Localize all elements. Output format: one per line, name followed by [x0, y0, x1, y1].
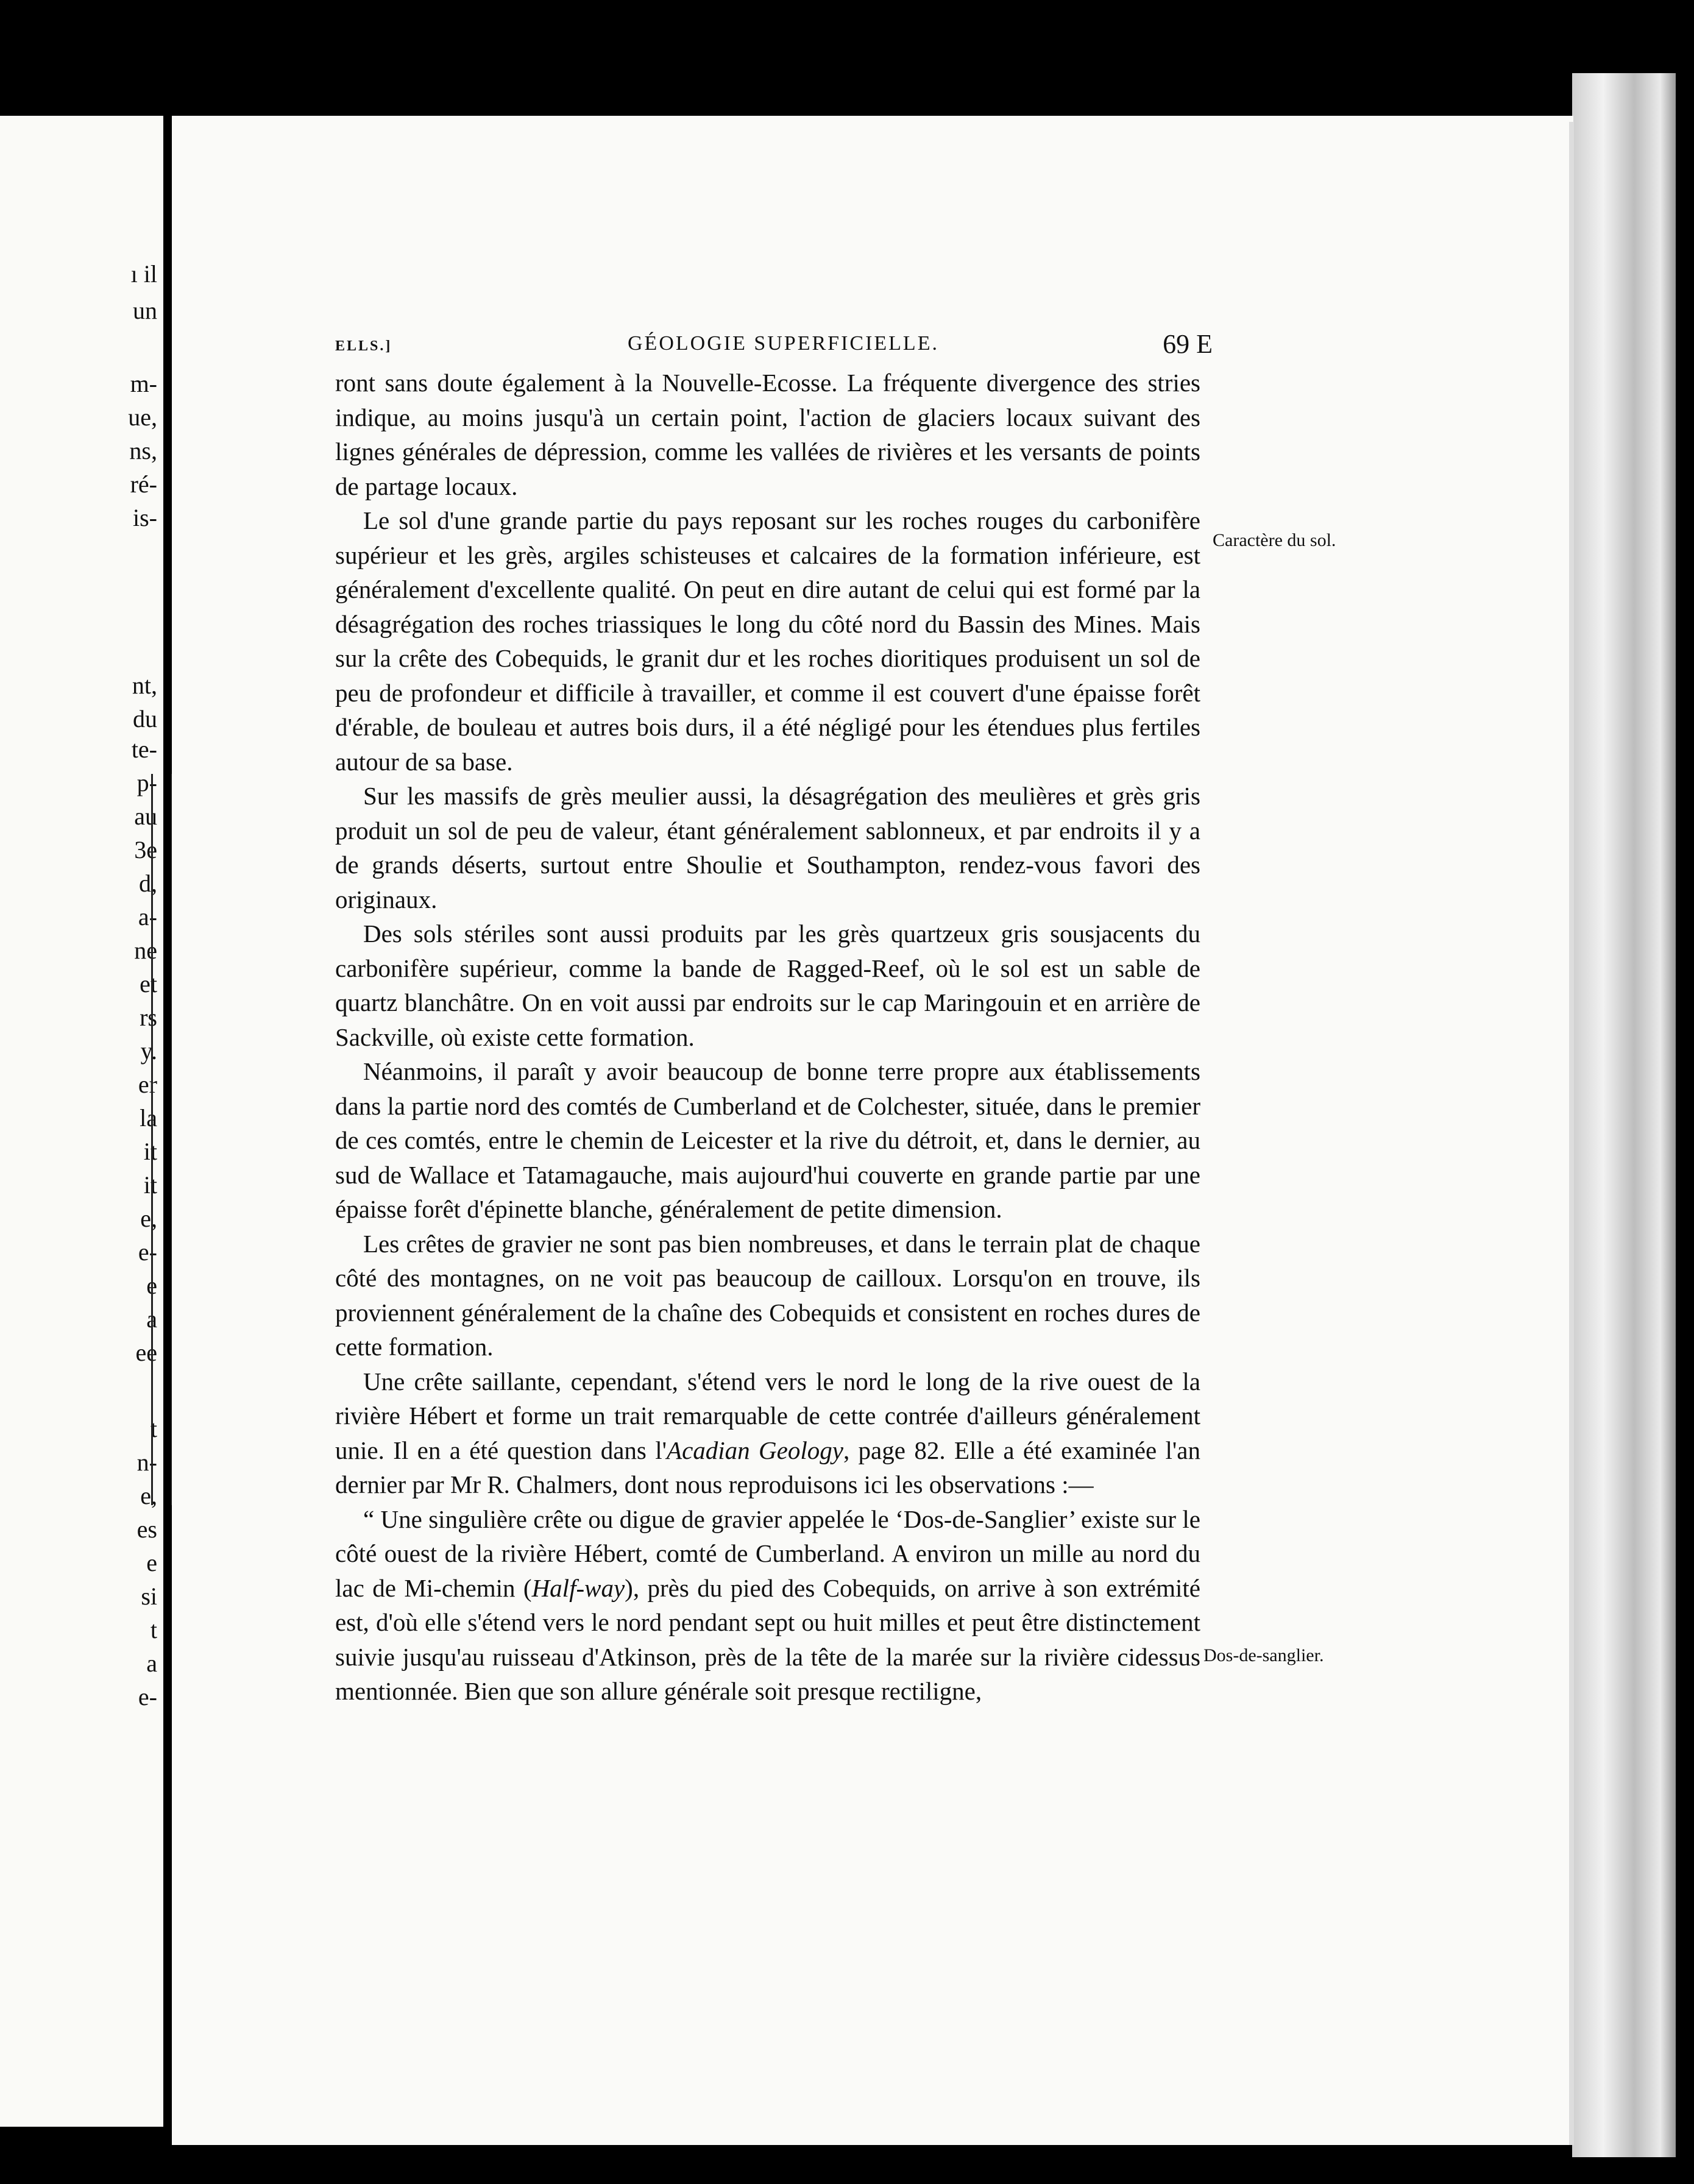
left-page-fragment: e [146, 1272, 157, 1299]
left-page-fragment: es [136, 1516, 157, 1543]
left-page-fragment: ee [135, 1339, 157, 1366]
paragraph-8-end: ), près du pied des Cobequids, on arrive à son extrémité est, d'où elle s'étend vers le nord pendant sept ou huit milles et peut être distinctement suivie jusqu'au ruisseau d'Atkinson, près de la tête de la marée sur la rivière cidessus mentionnée. Bien que son allure générale soit presque rectiligne, [335, 1573, 1200, 1705]
left-page-fragment: et [140, 970, 157, 998]
left-page-fragment: y. [140, 1037, 157, 1065]
page-stack-edge [1572, 73, 1676, 2157]
left-page-fragment: it [143, 1138, 157, 1165]
left-page-fragment: m- [130, 370, 157, 397]
left-page [0, 116, 163, 2127]
left-page-fragment: 3e [134, 836, 157, 863]
paragraph-8 [335, 1502, 1200, 1709]
left-page-fragment: ne [134, 937, 157, 964]
left-page-fragment: p- [136, 769, 157, 796]
left-page-fragment: rs [140, 1004, 157, 1031]
margin-note-soil: Caractère du sol. [1213, 530, 1336, 550]
left-page-fragment: e- [138, 1683, 157, 1711]
paragraph-2: Le sol d'une grande partie du pays reposant sur les roches rouges du carbonifère supérieur et les grès, argiles schisteuses et calcaires de la formation inférieure, est généralement d'excellente qualité. On peut en dire autant de celui qui est formé par la désagrégation des roches triassiques le long du côté nord du Bassin des Mines. Mais sur la crête des Cobequids, le granit dur et les roches dioritiques produisent un sol de peu de profondeur et difficile à travailler, et comme il est couvert d'une épaisse forêt d'érable, de bouleau et autres bois durs, il a été négligé pour les étendues plus fertiles autour de sa base. [335, 506, 1200, 776]
page-number: 69 E [1163, 329, 1213, 359]
left-page-fragment: a [146, 1305, 157, 1333]
left-page-fragment: e [146, 1549, 157, 1576]
paragraph-7-end: , page 82. Elle a été examinée l'an dernier par Mr R. Chalmers, dont nous reproduisons ici les observations :— [335, 1436, 1200, 1498]
left-page-fragment: is- [133, 504, 157, 531]
left-page-fragment: t [150, 1616, 157, 1643]
left-page-fragment: si [141, 1583, 157, 1610]
left-page-fragment: t [150, 1415, 157, 1442]
left-page-fragment: nt, [132, 672, 157, 699]
header-title: GÉOLOGIE SUPERFICIELLE. [628, 332, 939, 355]
left-page-fragment: a [146, 1650, 157, 1677]
left-page-fragment: du [133, 705, 157, 732]
running-header [335, 329, 1213, 363]
left-page-fragment: it [143, 1171, 157, 1199]
paragraph-1: ront sans doute également à la Nouvelle-Ecosse. La fréquente divergence des stries indique, au moins jusqu'à un certain point, l'action de glaciers locaux suivant des lignes générales de dépression, comme les vallées de rivières et les versants de points de partage locaux. [335, 369, 1200, 500]
paragraph-6: Les crêtes de gravier ne sont pas bien nombreuses, et dans le terrain plat de chaque côté des montagnes, on ne voit pas beaucoup de cailloux. Lorsqu'on en trouve, ils proviennent généralement de la chaîne des Cobequids et consistent en roches dures de cette formation. [335, 1229, 1200, 1361]
page-edge [1569, 122, 1574, 2145]
left-page-fragment: e, [140, 1482, 157, 1509]
left-page-fragment: d, [139, 870, 157, 897]
left-page-fragment: te- [131, 736, 157, 763]
left-page-fragment: un [133, 297, 157, 324]
paragraph-7-start: Une crête saillante, cependant, s'étend vers le nord le long de la rive ouest de la rivière Hébert et forme un trait remarquable de cette contrée d'ailleurs généralement unie. Il en a été question dans l' [335, 1367, 1200, 1464]
margin-note-ridge: Dos-de-sanglier. [1203, 1645, 1324, 1665]
left-page-fragment: er [138, 1071, 157, 1098]
left-page-fragment: ns, [129, 437, 157, 464]
paragraph-8-start: “ Une singulière crête ou digue de gravier appelée le ‘Dos-de-Sanglier’ existe sur le côté ouest de la rivière Hébert, comté de Cumberland. A environ un mille au nord du lac de Mi-chemin ( [335, 1505, 1200, 1602]
paragraph-5: Néanmoins, il paraît y avoir beaucoup de bonne terre propre aux établissements dans la partie nord des comtés de Cumberland et de Colchester, située, dans le premier de ces comtés, entre le chemin de Leicester et la rive du détroit, et, dans le dernier, au sud de Wallace et Tatamagauche, mais aujourd'hui couverte en grande partie par une épaisse forêt d'épinette blanche, généralement de petite dimension. [335, 1057, 1200, 1223]
paragraph-3: Sur les massifs de grès meulier aussi, la désagrégation des meulières et grès gris produit un sol de peu de valeur, étant généralement sablonneux, et par endroits il y a de grands déserts, surtout entre Shoulie et Southampton, rendez-vous favori des originaux. [335, 782, 1200, 913]
header-author: ELLS.] [335, 338, 392, 354]
left-page-fragment: la [140, 1104, 157, 1132]
binding-thread [151, 774, 173, 1505]
paragraph-7 [335, 1364, 1200, 1502]
left-page-fragment: ré- [130, 470, 157, 498]
left-page-fragment: ı il [130, 260, 157, 288]
left-page-fragment: e, [140, 1205, 157, 1232]
left-page-fragment: ue, [128, 403, 157, 431]
left-page-fragment: n- [136, 1448, 157, 1476]
left-page-fragment: au [134, 803, 157, 830]
left-page-fragment: a- [138, 903, 157, 931]
left-page-fragment: e- [138, 1238, 157, 1266]
paragraph-8-italic: Half-way [531, 1573, 625, 1602]
body-text [335, 366, 1200, 1709]
paragraph-7-italic: Acadian Geology [667, 1436, 843, 1464]
paragraph-4: Des sols stériles sont aussi produits par les grès quartzeux gris sousjacents du carbonifère supérieur, comme la bande de Ragged-Reef, où le sol est un sable de quartz blanchâtre. On en voit aussi par endroits sur le cap Maringouin et en arrière de Sackville, où existe cette formation. [335, 920, 1200, 1051]
